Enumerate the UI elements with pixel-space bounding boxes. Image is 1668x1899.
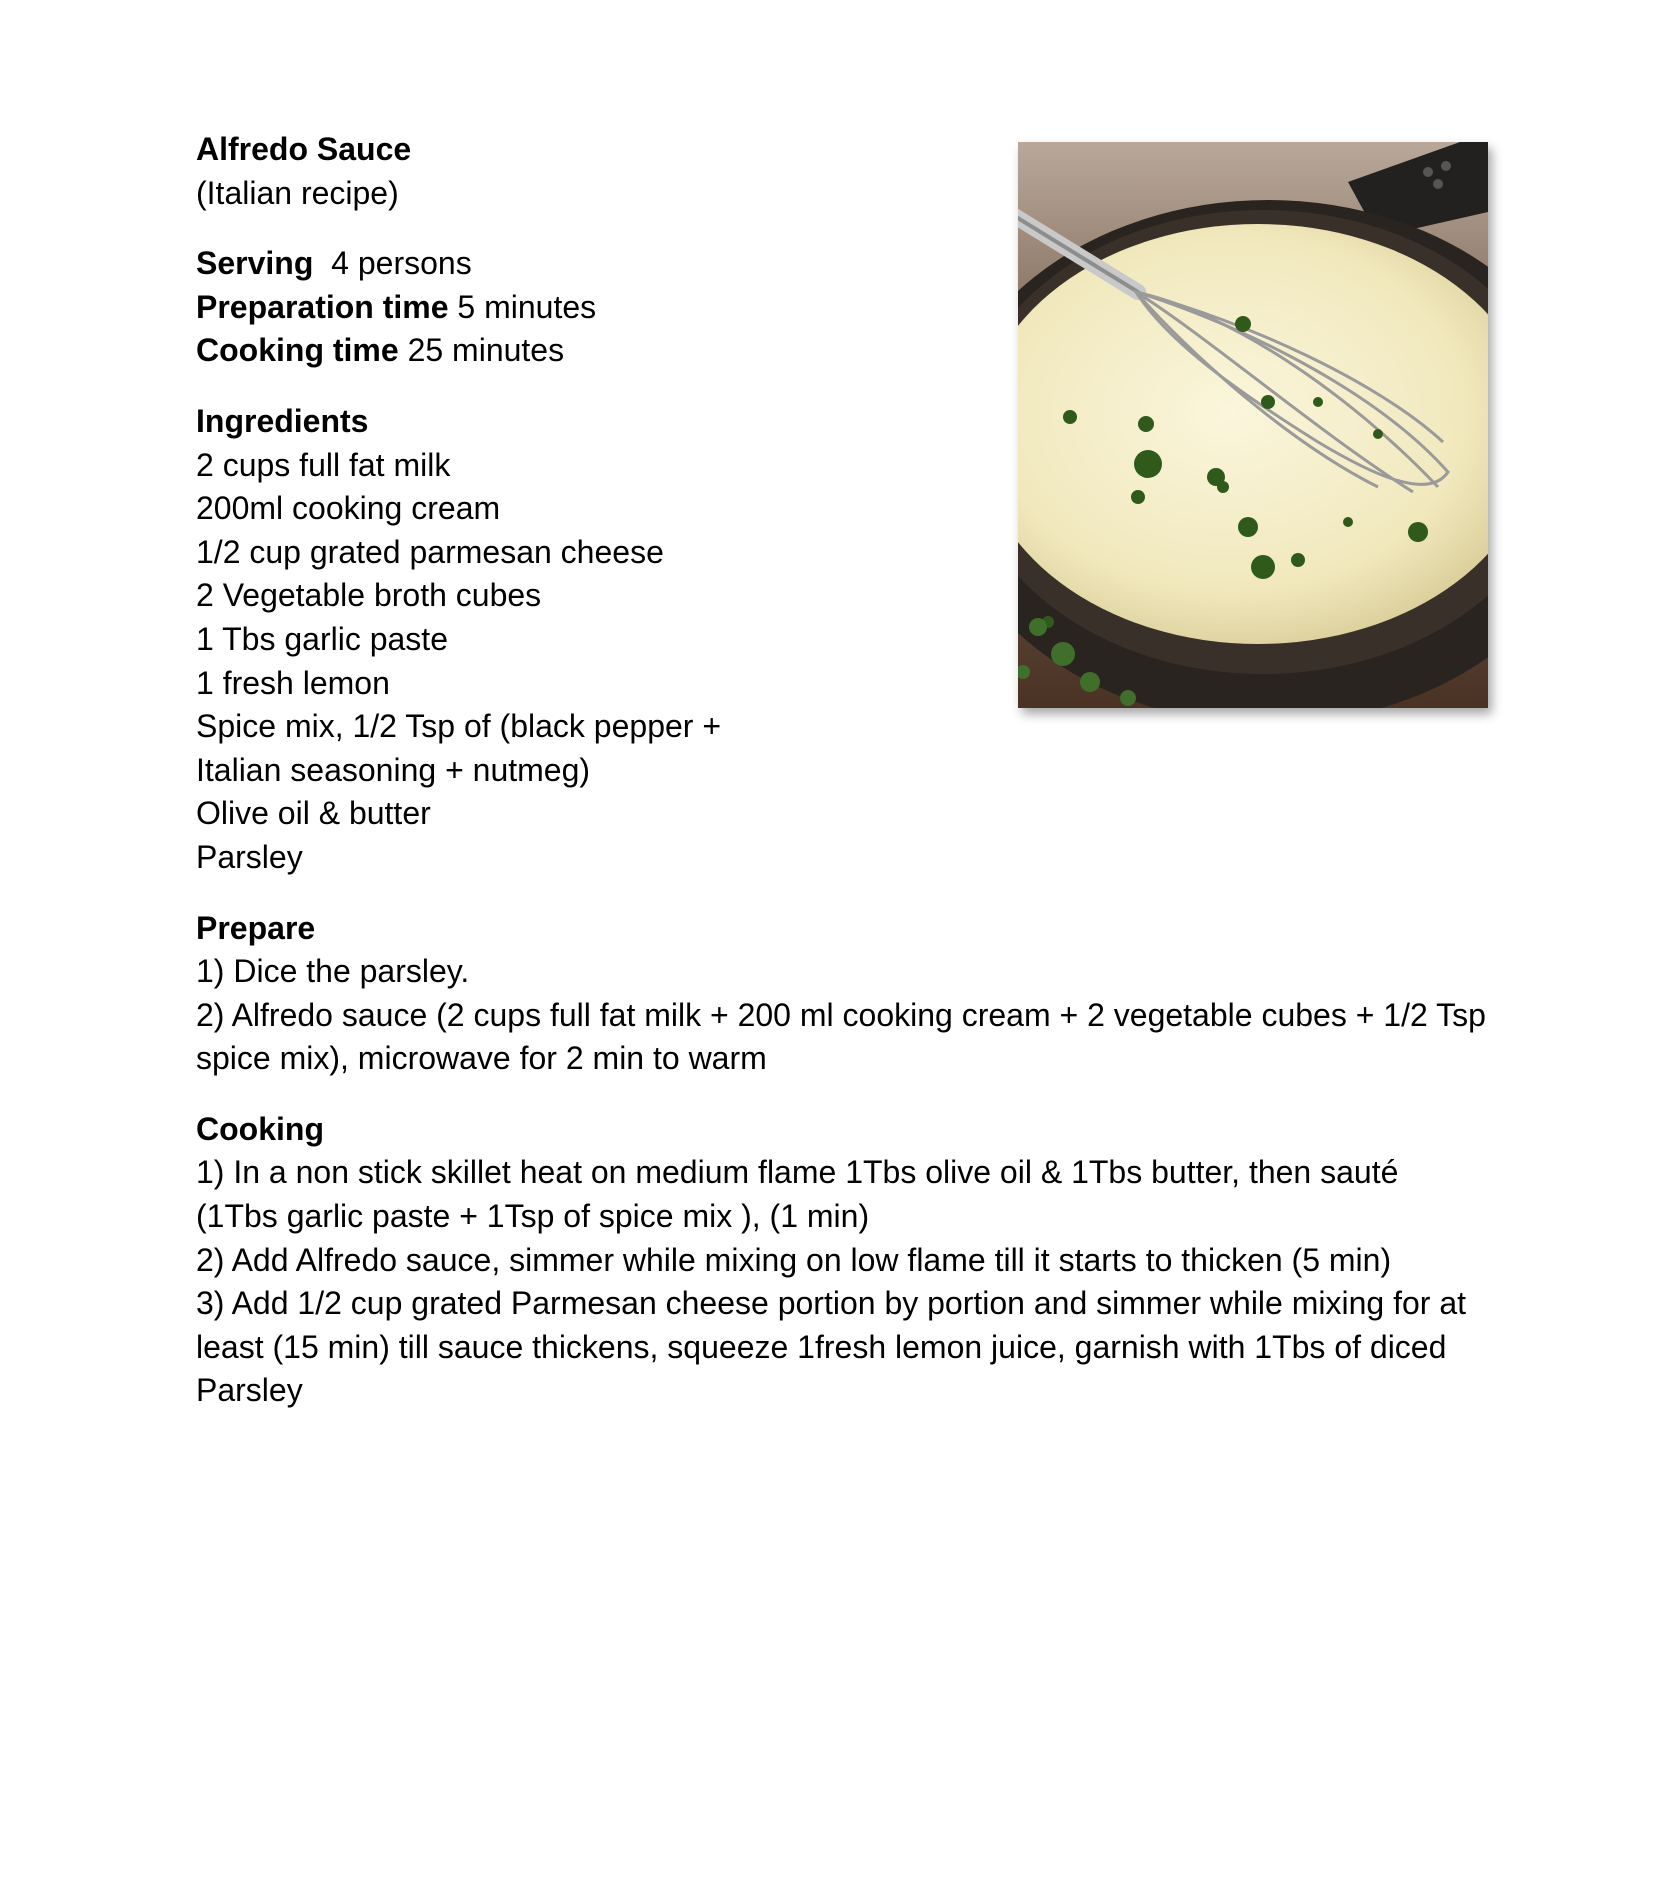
ingredient-item: Olive oil & butter xyxy=(196,795,431,832)
ingredient-item: Italian seasoning + nutmeg) xyxy=(196,751,591,788)
cook-time-value: 25 minutes xyxy=(407,332,565,369)
prep-time-value: 5 minutes xyxy=(457,288,597,325)
recipe-subtitle: (Italian recipe) xyxy=(196,174,399,211)
ingredient-item: 200ml cooking cream xyxy=(196,490,501,527)
cooking-step: 2) Add Alfredo sauce, simmer while mixing on low flame till it starts to thicken (5 min) xyxy=(196,1241,1392,1278)
sauce xyxy=(1018,224,1488,644)
ingredient-item: 2 cups full fat milk xyxy=(196,446,451,483)
sauce-pan-illustration xyxy=(1018,142,1488,708)
ingredient-item: 2 Vegetable broth cubes xyxy=(196,577,542,614)
cook-time-label: Cooking time xyxy=(196,332,399,369)
ingredient-item: 1 Tbs garlic paste xyxy=(196,620,448,657)
ingredients-heading: Ingredients xyxy=(196,402,369,439)
ingredient-item: Parsley xyxy=(196,838,303,875)
prepare-heading: Prepare xyxy=(196,909,316,946)
prepare-step: 2) Alfredo sauce (2 cups full fat milk + 200 ml cooking cream + 2 vegetable cubes + 1/2 Tsp spice mix), microwave for 2 min to warm xyxy=(196,996,1486,1077)
cooking-step: 3) Add 1/2 cup grated Parmesan cheese portion by portion and simmer while mixing for at least (15 min) till sauce thickens, squeeze 1fresh lemon juice, garnish with 1Tbs of diced Parsley xyxy=(196,1285,1466,1409)
ingredient-item: Spice mix, 1/2 Tsp of (black pepper + xyxy=(196,708,722,745)
ingredient-item: 1 fresh lemon xyxy=(196,664,390,701)
ingredient-item: 1/2 cup grated parmesan cheese xyxy=(196,533,664,570)
alfredo-sauce-photo xyxy=(1018,142,1488,708)
prepare-step: 1) Dice the parsley. xyxy=(196,953,470,990)
prep-time-label: Preparation time xyxy=(196,288,449,325)
serving-value: 4 persons xyxy=(331,245,472,282)
cooking-step: 1) In a non stick skillet heat on medium flame 1Tbs olive oil & 1Tbs butter, then sauté (1Tbs garlic paste + 1Tsp of spice mix ), (1 min) xyxy=(196,1154,1399,1235)
serving-label: Serving xyxy=(196,245,314,282)
recipe-title: Alfredo Sauce xyxy=(196,131,412,167)
cooking-heading: Cooking xyxy=(196,1110,324,1147)
